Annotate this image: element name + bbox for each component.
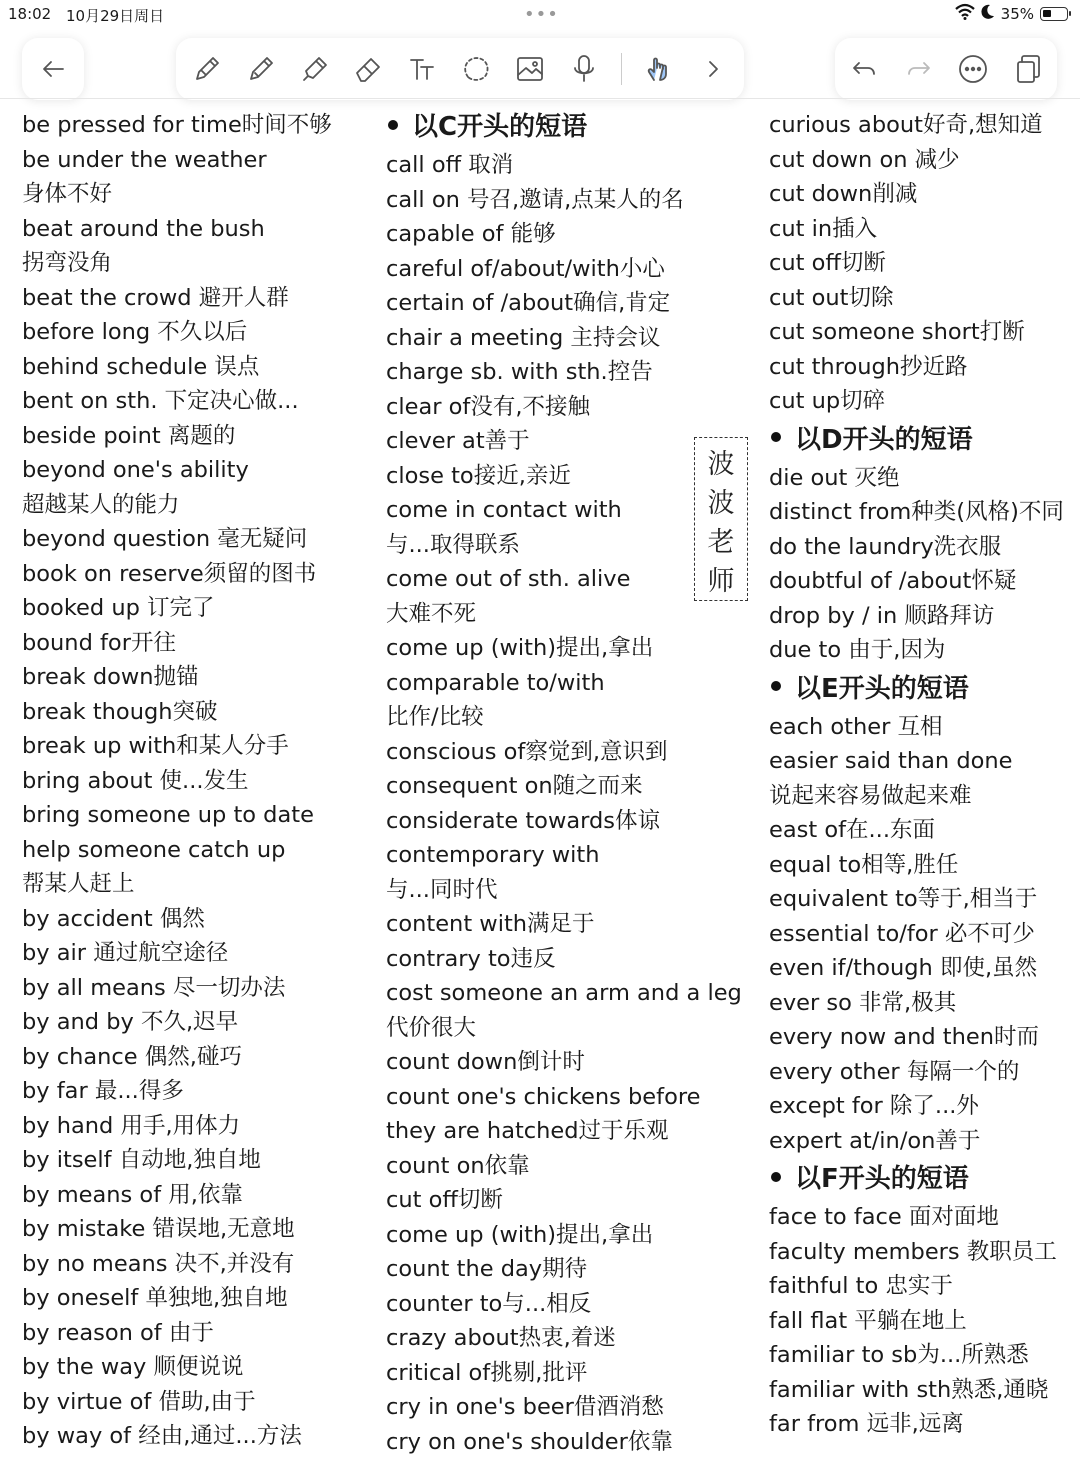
bullet-icon xyxy=(771,1172,781,1182)
phrase-text: due to 由于,因为 xyxy=(769,637,945,663)
phrase-text: essential to/for 必不可少 xyxy=(769,921,1035,947)
tools-toolbar xyxy=(176,38,744,100)
phrase-line xyxy=(22,695,362,730)
phrase-text: 帮某人赶上 xyxy=(22,871,135,897)
phrase-text: behind schedule 误点 xyxy=(22,354,259,380)
phrase-text: by air 通过航空途径 xyxy=(22,940,228,966)
phrase-line xyxy=(22,1143,362,1178)
phrase-text: be under the weather xyxy=(22,147,267,173)
phrase-text: chair a meeting 主持会议 xyxy=(386,325,660,351)
phrase-text: by no means 决不,并没有 xyxy=(22,1251,294,1277)
phrase-column-1 xyxy=(22,108,362,1454)
phrase-line xyxy=(22,867,362,902)
phrase-text: bring someone up to date xyxy=(22,802,314,828)
phrase-line xyxy=(22,798,362,833)
phrase-line xyxy=(386,286,746,321)
arrow-left-icon xyxy=(36,52,70,86)
phrase-line xyxy=(769,882,1077,917)
hand-icon[interactable] xyxy=(642,52,676,86)
highlighter-icon[interactable] xyxy=(298,52,332,86)
phrase-line xyxy=(769,1055,1077,1090)
phrase-text: cut down on 减少 xyxy=(769,147,960,173)
phrase-text: before long 不久以后 xyxy=(22,319,247,345)
phrase-text: cut out切除 xyxy=(769,285,893,311)
phrase-line xyxy=(769,143,1077,178)
phrase-text: faculty members 教职员工 xyxy=(769,1239,1057,1265)
phrase-line xyxy=(22,1178,362,1213)
phrase-line xyxy=(22,1074,362,1109)
phrase-text: by accident 偶然 xyxy=(22,906,205,932)
phrase-line xyxy=(769,1200,1077,1235)
moon-icon xyxy=(981,4,995,24)
phrase-text: by itself 自动地,独自地 xyxy=(22,1147,261,1173)
phrase-line xyxy=(22,1316,362,1351)
phrase-line xyxy=(22,384,362,419)
phrase-line xyxy=(769,1020,1077,1055)
section-heading-text: 以C开头的短语 xyxy=(412,112,587,142)
phrase-line xyxy=(769,315,1077,350)
phrase-text: curious about好奇,想知道 xyxy=(769,112,1043,138)
undo-icon[interactable] xyxy=(847,52,881,86)
phrase-text: familiar to sb为...所熟悉 xyxy=(769,1342,1029,1368)
phrase-line xyxy=(22,1350,362,1385)
phrase-line xyxy=(22,143,362,178)
status-time: 18:02 xyxy=(8,5,51,23)
phrase-text: east of在...东面 xyxy=(769,817,935,843)
text-icon[interactable] xyxy=(406,52,440,86)
lasso-pen-icon[interactable] xyxy=(190,52,224,86)
bullet-icon xyxy=(388,120,398,130)
phrase-text: 超越某人的能力 xyxy=(22,492,180,518)
phrase-line xyxy=(386,1287,746,1322)
phrase-line xyxy=(769,530,1077,565)
phrase-line xyxy=(386,735,746,770)
phrase-line xyxy=(769,1124,1077,1159)
phrase-column-3 xyxy=(769,108,1077,1442)
phrase-line xyxy=(22,350,362,385)
phrase-line xyxy=(769,177,1077,212)
phrase-text: cut someone short打断 xyxy=(769,319,1025,345)
phrase-text: crazy about热衷,着迷 xyxy=(386,1325,616,1351)
multitasking-dots-icon[interactable]: ••• xyxy=(524,4,559,25)
phrase-line xyxy=(386,355,746,390)
phrase-line xyxy=(769,108,1077,143)
phrase-column-2 xyxy=(386,108,746,1459)
toolbar-divider xyxy=(0,98,1080,99)
phrase-line xyxy=(769,917,1077,952)
phrase-text: ever so 非常,极其 xyxy=(769,990,956,1016)
phrase-text: each other 互相 xyxy=(769,714,943,740)
chevron-right-icon[interactable] xyxy=(696,52,730,86)
section-heading xyxy=(769,668,1077,710)
phrase-text: counter to与...相反 xyxy=(386,1291,591,1317)
phrase-text: beside point 离题的 xyxy=(22,423,235,449)
phrase-line xyxy=(386,907,746,942)
phrase-line xyxy=(22,212,362,247)
phrase-text: cut off切断 xyxy=(769,250,886,276)
phrase-text: bring about 使...发生 xyxy=(22,768,249,794)
phrase-line xyxy=(22,729,362,764)
phrase-line xyxy=(22,1005,362,1040)
phrase-text: by the way 顺便说说 xyxy=(22,1354,244,1380)
phrase-text: booked up 订完了 xyxy=(22,595,215,621)
phrase-line xyxy=(386,804,746,839)
phrase-line xyxy=(386,562,746,597)
phrase-line xyxy=(769,744,1077,779)
phrase-line xyxy=(769,495,1077,530)
phrase-line xyxy=(769,212,1077,247)
phrase-text: distinct from种类(风格)不同 xyxy=(769,499,1064,525)
phrase-line xyxy=(386,252,746,287)
phrase-line xyxy=(22,833,362,868)
phrase-line xyxy=(22,453,362,488)
phrase-text: easier said than done xyxy=(769,748,1012,774)
status-bar xyxy=(0,0,1080,30)
phrase-line xyxy=(386,1149,746,1184)
phrase-text: by chance 偶然,碰巧 xyxy=(22,1044,242,1070)
wifi-icon xyxy=(955,4,975,24)
lasso-icon[interactable] xyxy=(460,52,494,86)
section-heading xyxy=(769,1158,1077,1200)
phrase-text: considerate towards体谅 xyxy=(386,808,660,834)
section-heading-text: 以E开头的短语 xyxy=(795,674,969,704)
phrase-text: count on依靠 xyxy=(386,1153,530,1179)
pages-icon[interactable] xyxy=(1011,52,1045,86)
microphone-icon[interactable] xyxy=(567,52,601,86)
phrase-text: count the day期待 xyxy=(386,1256,587,1282)
phrase-text: close to接近,亲近 xyxy=(386,463,571,489)
phrase-line xyxy=(386,1114,746,1149)
section-heading-text: 以D开头的短语 xyxy=(795,425,973,455)
phrase-text: every now and then时而 xyxy=(769,1024,1039,1050)
phrase-line xyxy=(769,564,1077,599)
phrase-line xyxy=(386,942,746,977)
phrase-line xyxy=(22,488,362,523)
phrase-text: by virtue of 借助,由于 xyxy=(22,1389,256,1415)
phrase-text: cut in插入 xyxy=(769,216,877,242)
phrase-line xyxy=(22,1385,362,1420)
phrase-text: content with满足于 xyxy=(386,911,595,937)
phrase-line xyxy=(386,1011,746,1046)
phrase-line xyxy=(769,1235,1077,1270)
phrase-line xyxy=(22,108,362,143)
phrase-line xyxy=(22,1247,362,1282)
phrase-line xyxy=(22,557,362,592)
phrase-line xyxy=(769,986,1077,1021)
phrase-text: by reason of 由于 xyxy=(22,1320,214,1346)
phrase-text: count one's chickens before xyxy=(386,1084,700,1110)
phrase-text: even if/though 即使,虽然 xyxy=(769,955,1037,981)
teacher-stamp xyxy=(694,437,748,601)
phrase-text: by way of 经由,通过...方法 xyxy=(22,1423,302,1449)
phrase-text: by means of 用,依靠 xyxy=(22,1182,243,1208)
phrase-text: 大难不死 xyxy=(386,601,476,627)
phrase-text: by far 最...得多 xyxy=(22,1078,184,1104)
phrase-line xyxy=(386,528,746,563)
phrase-text: 与...同时代 xyxy=(386,877,497,903)
phrase-text: careful of/about/with小心 xyxy=(386,256,665,282)
phrase-line xyxy=(386,1183,746,1218)
phrase-line xyxy=(22,660,362,695)
phrase-text: by all means 尽一切办法 xyxy=(22,975,285,1001)
phrase-line xyxy=(769,1304,1077,1339)
phrase-text: by and by 不久,迟早 xyxy=(22,1009,238,1035)
phrase-line xyxy=(386,838,746,873)
phrase-text: count down倒计时 xyxy=(386,1049,585,1075)
phrase-line xyxy=(769,633,1077,668)
phrase-line xyxy=(22,246,362,281)
bullet-icon xyxy=(771,432,781,442)
phrase-text: faithful to 忠实于 xyxy=(769,1273,953,1299)
stamp-char: 老 xyxy=(708,520,735,559)
phrase-line xyxy=(769,779,1077,814)
section-heading xyxy=(386,106,746,148)
phrase-text: come up (with)提出,拿出 xyxy=(386,1222,653,1248)
eraser-icon[interactable] xyxy=(352,52,386,86)
phrase-text: break up with和某人分手 xyxy=(22,733,289,759)
phrase-text: bent on sth. 下定决心做... xyxy=(22,388,299,414)
phrase-line xyxy=(22,281,362,316)
phrase-text: come up (with)提出,拿出 xyxy=(386,635,653,661)
phrase-line xyxy=(386,769,746,804)
phrase-text: drop by / in 顺路拜访 xyxy=(769,603,994,629)
phrase-line xyxy=(22,936,362,971)
phrase-text: bound for开往 xyxy=(22,630,176,656)
more-icon[interactable] xyxy=(956,52,990,86)
phrase-line xyxy=(22,764,362,799)
phrase-line xyxy=(386,1045,746,1080)
phrase-line xyxy=(769,1089,1077,1124)
phrase-text: beat the crowd 避开人群 xyxy=(22,285,289,311)
phrase-line xyxy=(22,177,362,212)
phrase-text: call off 取消 xyxy=(386,152,513,178)
phrase-text: 与...取得联系 xyxy=(386,532,520,558)
phrase-line xyxy=(386,666,746,701)
phrase-line xyxy=(386,321,746,356)
battery-fill xyxy=(1043,10,1051,17)
phrase-line xyxy=(769,350,1077,385)
phrase-text: cut down削减 xyxy=(769,181,917,207)
battery-percent: 35% xyxy=(1001,5,1034,23)
phrase-text: break though突破 xyxy=(22,699,218,725)
phrase-line xyxy=(769,951,1077,986)
status-right xyxy=(955,4,1068,24)
phrase-line xyxy=(386,1252,746,1287)
pen-icon[interactable] xyxy=(244,52,278,86)
phrase-text: do the laundry洗衣服 xyxy=(769,534,1001,560)
phrase-text: equivalent to等于,相当于 xyxy=(769,886,1037,912)
phrase-line xyxy=(769,848,1077,883)
phrase-text: 比作/比较 xyxy=(386,704,484,730)
section-heading-text: 以F开头的短语 xyxy=(795,1164,969,1194)
phrase-text: beat around the bush xyxy=(22,216,265,242)
phrase-text: they are hatched过于乐观 xyxy=(386,1118,669,1144)
phrase-line xyxy=(769,281,1077,316)
phrase-line xyxy=(386,493,746,528)
stamp-char: 波 xyxy=(708,481,735,520)
phrase-line xyxy=(386,976,746,1011)
phrase-text: charge sb. with sth.控告 xyxy=(386,359,653,385)
phrase-text: clear of没有,不接触 xyxy=(386,394,590,420)
phrase-text: doubtful of /about怀疑 xyxy=(769,568,1016,594)
phrase-line xyxy=(386,1080,746,1115)
phrase-text: every other 每隔一个的 xyxy=(769,1059,1019,1085)
battery-icon xyxy=(1040,7,1068,21)
phrase-line xyxy=(386,148,746,183)
phrase-line xyxy=(22,1212,362,1247)
phrase-line xyxy=(386,1321,746,1356)
redo-icon[interactable] xyxy=(902,52,936,86)
phrase-text: contemporary with xyxy=(386,842,600,868)
toolbar-separator xyxy=(621,53,622,85)
phrase-line xyxy=(22,522,362,557)
phrase-text: equal to相等,胜任 xyxy=(769,852,958,878)
phrase-line xyxy=(386,1218,746,1253)
phrase-line xyxy=(386,631,746,666)
phrase-text: clever at善于 xyxy=(386,428,530,454)
phrase-text: critical of挑剔,批评 xyxy=(386,1360,587,1386)
phrase-text: by hand 用手,用体力 xyxy=(22,1113,240,1139)
phrase-text: come out of sth. alive xyxy=(386,566,630,592)
phrase-line xyxy=(22,626,362,661)
status-date: 10月29日周日 xyxy=(66,5,164,26)
phrase-text: call on 号召,邀请,点某人的名 xyxy=(386,187,684,213)
phrase-text: far from 远非,远离 xyxy=(769,1411,964,1437)
back-button[interactable] xyxy=(22,38,84,100)
bullet-icon xyxy=(771,681,781,691)
phrase-line xyxy=(769,384,1077,419)
phrase-text: be pressed for time时间不够 xyxy=(22,112,332,138)
phrase-text: comparable to/with xyxy=(386,670,605,696)
phrase-text: certain of /about确信,肯定 xyxy=(386,290,670,316)
phrase-text: cost someone an arm and a leg xyxy=(386,980,742,1006)
phrase-text: die out 灭绝 xyxy=(769,465,900,491)
phrase-line xyxy=(386,390,746,425)
phrase-text: cut up切碎 xyxy=(769,388,885,414)
phrase-line xyxy=(22,971,362,1006)
phrase-text: break down抛锚 xyxy=(22,664,199,690)
phrase-text: cry on one's shoulder依靠 xyxy=(386,1429,673,1455)
phrase-text: cry in one's beer借酒消愁 xyxy=(386,1394,664,1420)
phrase-line xyxy=(22,1040,362,1075)
phrase-line xyxy=(386,873,746,908)
phrase-text: cut through抄近路 xyxy=(769,354,968,380)
phrase-line xyxy=(769,1373,1077,1408)
phrase-line xyxy=(22,902,362,937)
phrase-line xyxy=(769,246,1077,281)
phrase-line xyxy=(386,1390,746,1425)
phrase-line xyxy=(769,1407,1077,1442)
phrase-line xyxy=(22,315,362,350)
phrase-text: face to face 面对面地 xyxy=(769,1204,999,1230)
stamp-char: 师 xyxy=(708,559,735,598)
phrase-line xyxy=(22,1281,362,1316)
phrase-line xyxy=(386,700,746,735)
phrase-line xyxy=(386,459,746,494)
phrase-line xyxy=(386,183,746,218)
image-icon[interactable] xyxy=(513,52,547,86)
phrase-text: 身体不好 xyxy=(22,181,112,207)
stamp-char: 波 xyxy=(708,442,735,481)
phrase-text: familiar with sth熟悉,通晓 xyxy=(769,1377,1048,1403)
phrase-text: 拐弯没角 xyxy=(22,250,112,276)
actions-toolbar xyxy=(835,38,1057,100)
phrase-text: book on reserve须留的图书 xyxy=(22,561,316,587)
phrase-line xyxy=(386,1356,746,1391)
phrase-line xyxy=(769,599,1077,634)
phrase-line xyxy=(769,813,1077,848)
phrase-line xyxy=(22,591,362,626)
phrase-text: except for 除了...外 xyxy=(769,1093,979,1119)
phrase-line xyxy=(769,461,1077,496)
phrase-text: beyond question 毫无疑问 xyxy=(22,526,307,552)
phrase-line xyxy=(22,1109,362,1144)
phrase-line xyxy=(386,217,746,252)
phrase-text: cut off切断 xyxy=(386,1187,503,1213)
phrase-text: 代价很大 xyxy=(386,1015,476,1041)
phrase-line xyxy=(769,1338,1077,1373)
phrase-line xyxy=(22,1419,362,1454)
phrase-text: conscious of察觉到,意识到 xyxy=(386,739,667,765)
phrase-text: consequent on随之而来 xyxy=(386,773,643,799)
phrase-text: help someone catch up xyxy=(22,837,285,863)
phrase-line xyxy=(22,419,362,454)
phrase-text: capable of 能够 xyxy=(386,221,556,247)
phrase-line xyxy=(386,424,746,459)
phrase-text: 说起来容易做起来难 xyxy=(769,783,972,809)
phrase-text: by oneself 单独地,独自地 xyxy=(22,1285,288,1311)
phrase-text: fall flat 平躺在地上 xyxy=(769,1308,967,1334)
phrase-line xyxy=(769,710,1077,745)
phrase-text: come in contact with xyxy=(386,497,622,523)
phrase-text: contrary to违反 xyxy=(386,946,556,972)
phrase-text: by mistake 错误地,无意地 xyxy=(22,1216,295,1242)
phrase-text: expert at/in/on善于 xyxy=(769,1128,980,1154)
phrase-text: beyond one's ability xyxy=(22,457,249,483)
phrase-line xyxy=(769,1269,1077,1304)
phrase-line xyxy=(386,1425,746,1459)
section-heading xyxy=(769,419,1077,461)
phrase-line xyxy=(386,597,746,632)
